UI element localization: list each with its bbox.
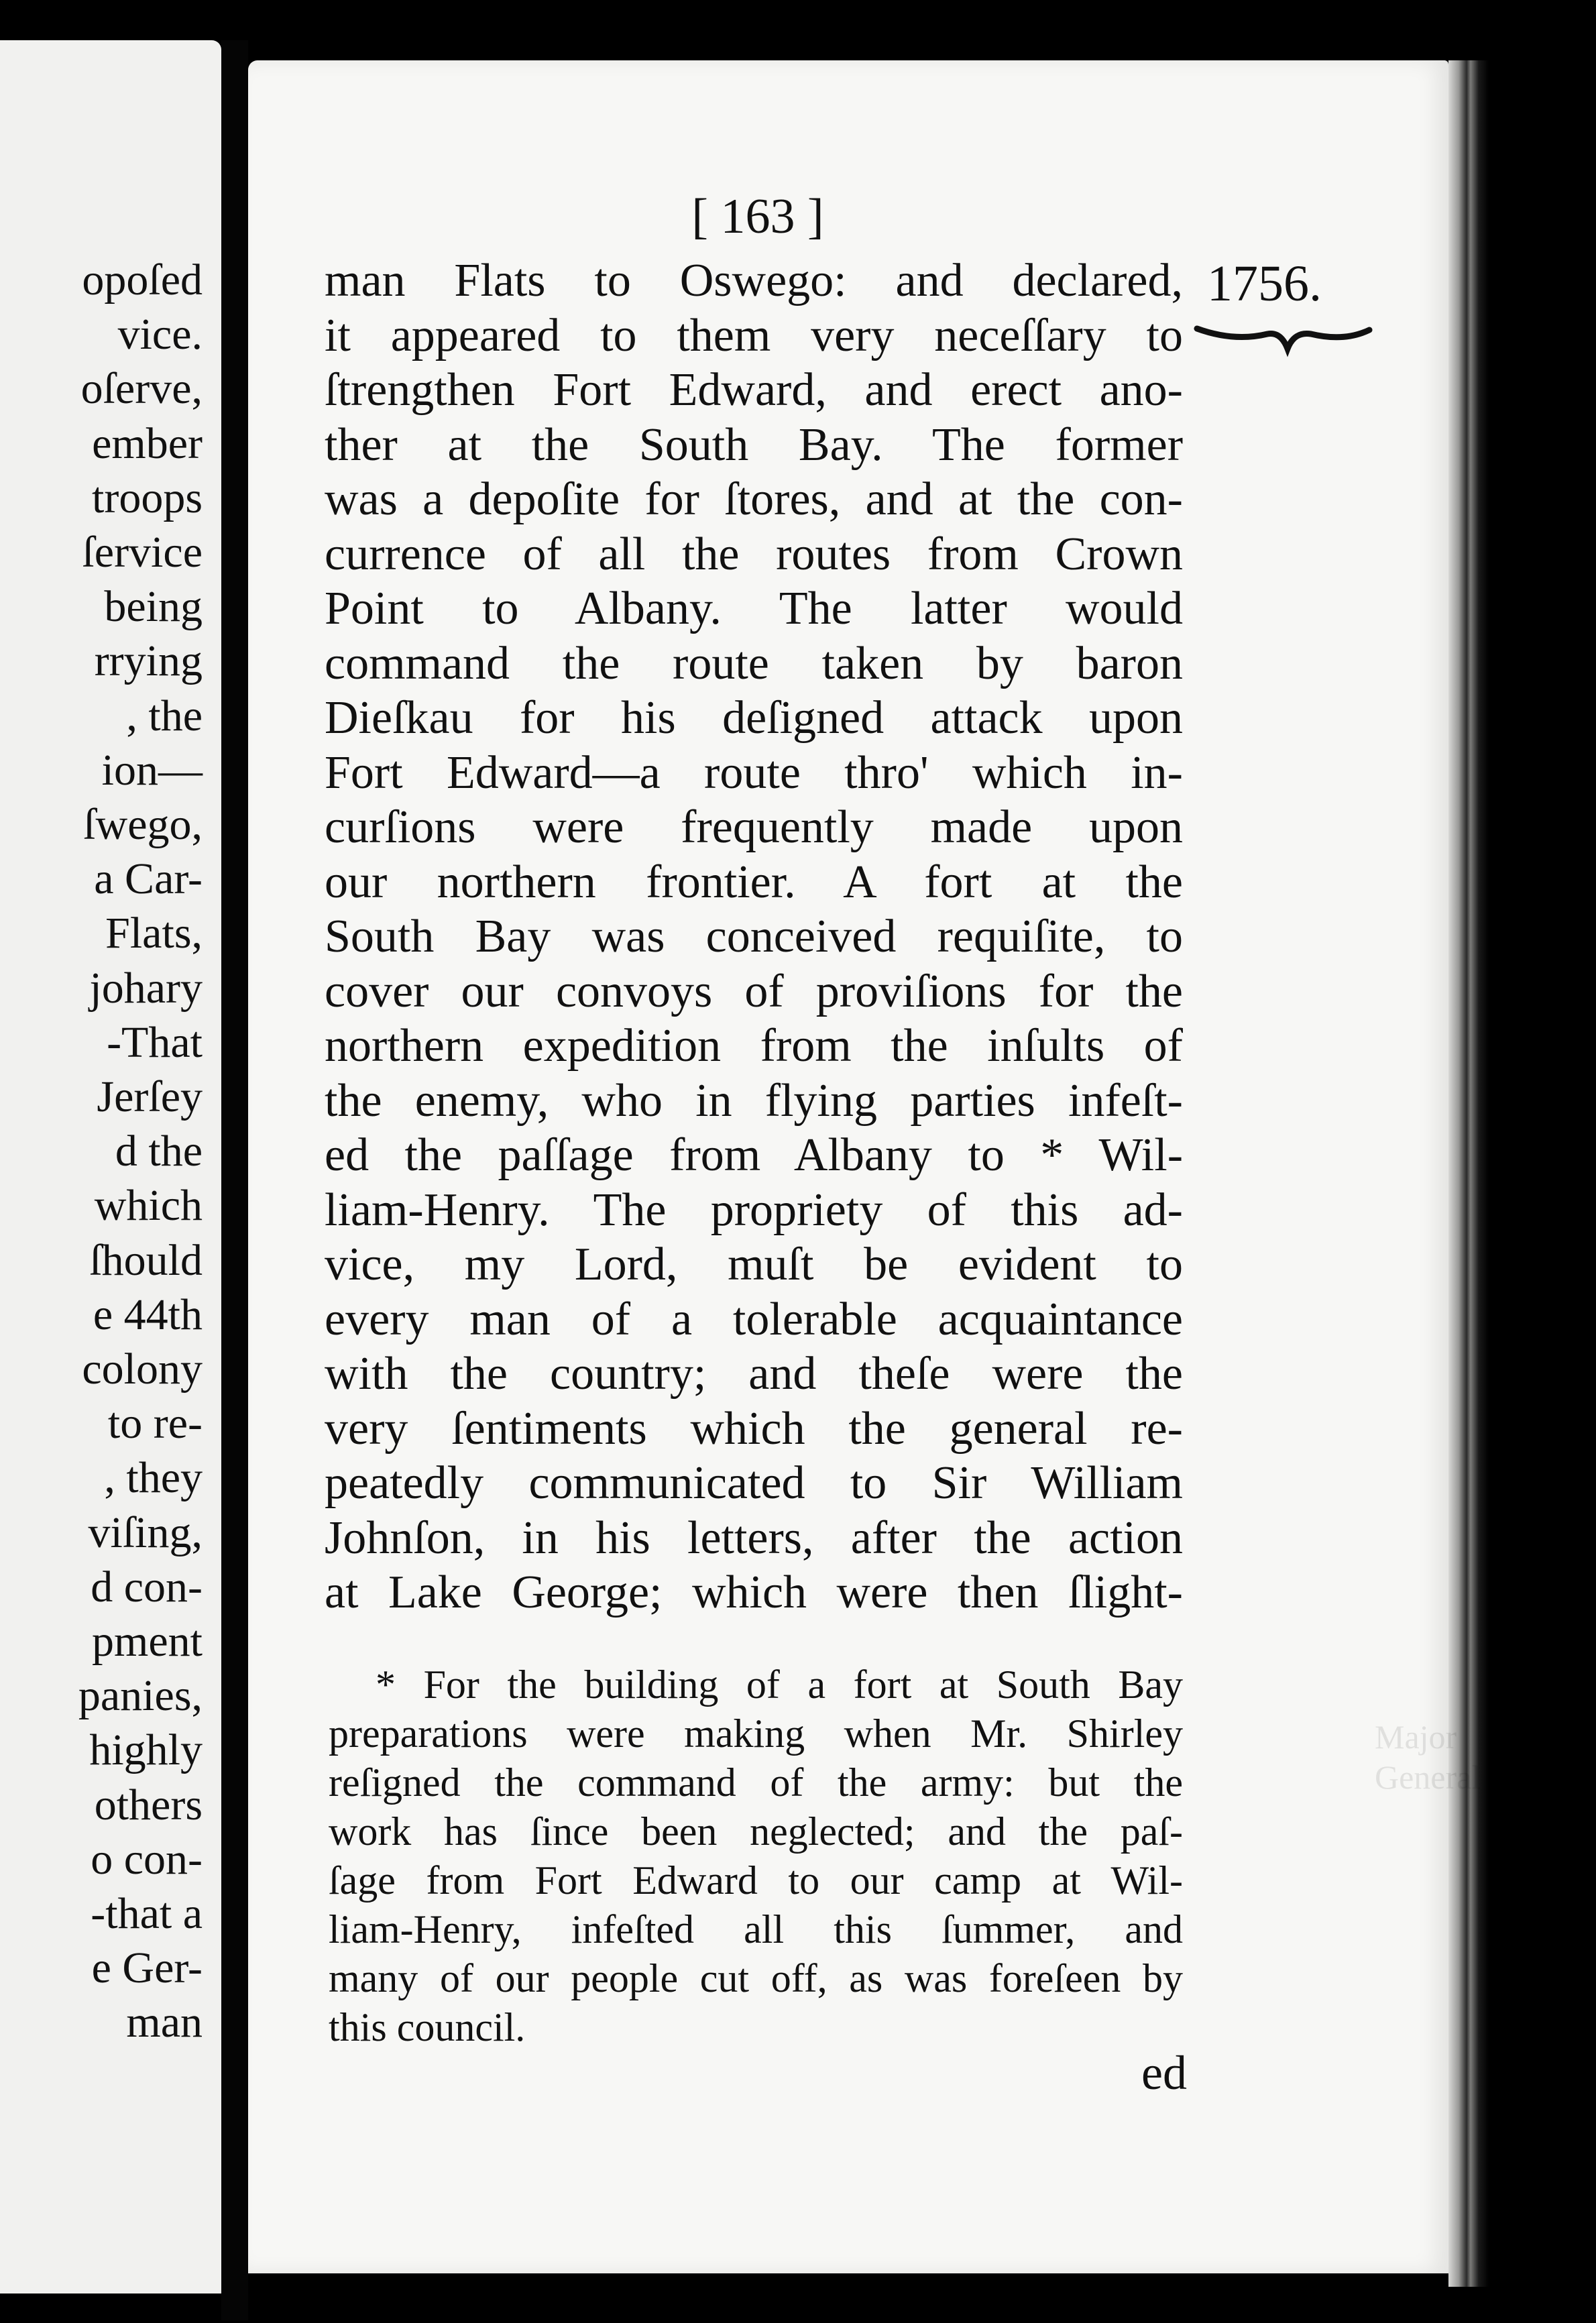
fragment-line: a Car-: [94, 854, 203, 904]
previous-page-fragment: [0, 40, 221, 2293]
footnote-line: preparations were making when Mr. Shirley: [329, 1711, 1183, 1756]
fragment-line: d con-: [91, 1562, 203, 1611]
body-line: our northern frontier. A fort at the: [325, 856, 1183, 908]
fragment-line: ſervice: [82, 528, 203, 577]
footnote-line: work has ſince been neglected; and the paſ-: [329, 1809, 1183, 1854]
body-line: with the country; and theſe were the: [325, 1348, 1183, 1400]
footnote-line: reſigned the command of the army: but the: [329, 1760, 1183, 1805]
fragment-line: johary: [89, 963, 203, 1013]
fragment-line: rrying: [94, 636, 203, 686]
fragment-line: -that a: [91, 1889, 203, 1938]
body-line: command the route taken by baron: [325, 637, 1183, 689]
page-edges: [1448, 60, 1489, 2287]
footnote-line: ſage from Fort Edward to our camp at Wil-: [329, 1858, 1183, 1903]
body-line: Point to Albany. The latter would: [325, 583, 1183, 634]
fragment-line: ion—: [101, 745, 203, 795]
fragment-line: colony: [82, 1345, 203, 1394]
fragment-line: d the: [115, 1127, 203, 1176]
fragment-line: o con-: [91, 1834, 203, 1884]
margin-year: 1756.: [1207, 256, 1322, 312]
fragment-line: opoſed: [82, 256, 203, 304]
fragment-line: highly: [89, 1725, 203, 1775]
footnote-line: many of our people cut off, as was foreſeen by: [329, 1956, 1183, 2000]
body-line: every man of a tolerable acquaintance: [325, 1293, 1183, 1345]
body-line: Dieſkau for his deſigned attack upon: [325, 692, 1183, 744]
fragment-line: ember: [92, 418, 203, 468]
page-gutter: [221, 40, 248, 2320]
fragment-line: , they: [104, 1453, 203, 1503]
body-line: Johnſon, in his letters, after the action: [325, 1512, 1183, 1564]
footnote-line: liam-Henry, infeſted all this ſummer, and: [329, 1907, 1183, 1951]
fragment-line: to re-: [107, 1399, 203, 1449]
fragment-line: viſing,: [88, 1508, 203, 1557]
fragment-line: ſwego,: [83, 800, 203, 849]
fragment-line: which: [94, 1181, 203, 1231]
body-line: ſtrengthen Fort Edward, and erect ano-: [325, 364, 1183, 416]
body-line: vice, my Lord, muſt be evident to: [325, 1239, 1183, 1290]
body-line: curſions were frequently made upon: [325, 801, 1183, 853]
fragment-line: Flats,: [105, 909, 203, 958]
fragment-line: panies,: [78, 1671, 203, 1721]
body-line: ed the paſſage from Albany to * Wil-: [325, 1129, 1183, 1181]
body-line: at Lake George; which were then ſlight-: [325, 1567, 1183, 1618]
footnote-line: * For the building of a fort at South Bay: [376, 1662, 1183, 1707]
catchword: ed: [1141, 2046, 1187, 2100]
fragment-line: e Ger-: [91, 1943, 203, 1993]
fragment-line: vice.: [117, 310, 203, 359]
fragment-line: -That: [107, 1017, 203, 1067]
fragment-line: troops: [92, 473, 203, 522]
show-through-text: Major: [1375, 1718, 1457, 1756]
fragment-line: others: [94, 1780, 203, 1829]
fragment-line: ſhould: [89, 1235, 203, 1285]
page-number: [ 163 ]: [691, 189, 824, 244]
body-line: currence of all the routes from Crown: [325, 528, 1183, 580]
body-line: very ſentiments which the general re-: [325, 1402, 1183, 1455]
body-line: was a depoſite for ſtores, and at the con-: [325, 473, 1183, 525]
body-line: the enemy, who in flying parties infeſt-: [325, 1074, 1183, 1127]
fragment-line: being: [104, 582, 203, 632]
fragment-line: Jerſey: [97, 1072, 203, 1121]
body-line: northern expedition from the inſults of: [325, 1020, 1183, 1072]
fragment-line: e 44th: [93, 1290, 203, 1339]
body-line: it appeared to them very neceſſary to: [325, 309, 1183, 361]
fragment-line: man: [126, 1998, 203, 2047]
body-line: man Flats to Oswego: and declared,: [325, 255, 1183, 306]
body-line: cover our convoys of proviſions for the: [325, 965, 1183, 1017]
body-line: liam-Henry. The propriety of this ad-: [325, 1184, 1183, 1236]
margin-brace-mark: [1194, 315, 1375, 362]
body-line: ther at the South Bay. The former: [325, 418, 1183, 471]
footnote-line: this council.: [329, 2005, 526, 2049]
fragment-line: , the: [126, 691, 203, 740]
show-through-text: General: [1375, 1758, 1481, 1796]
body-line: Fort Edward—a route thro' which in-: [325, 746, 1183, 799]
body-line: South Bay was conceived requiſite, to: [325, 911, 1183, 962]
fragment-line: pment: [92, 1617, 203, 1666]
fragment-line: oſerve,: [80, 364, 203, 414]
body-line: peatedly communicated to Sir William: [325, 1457, 1183, 1509]
